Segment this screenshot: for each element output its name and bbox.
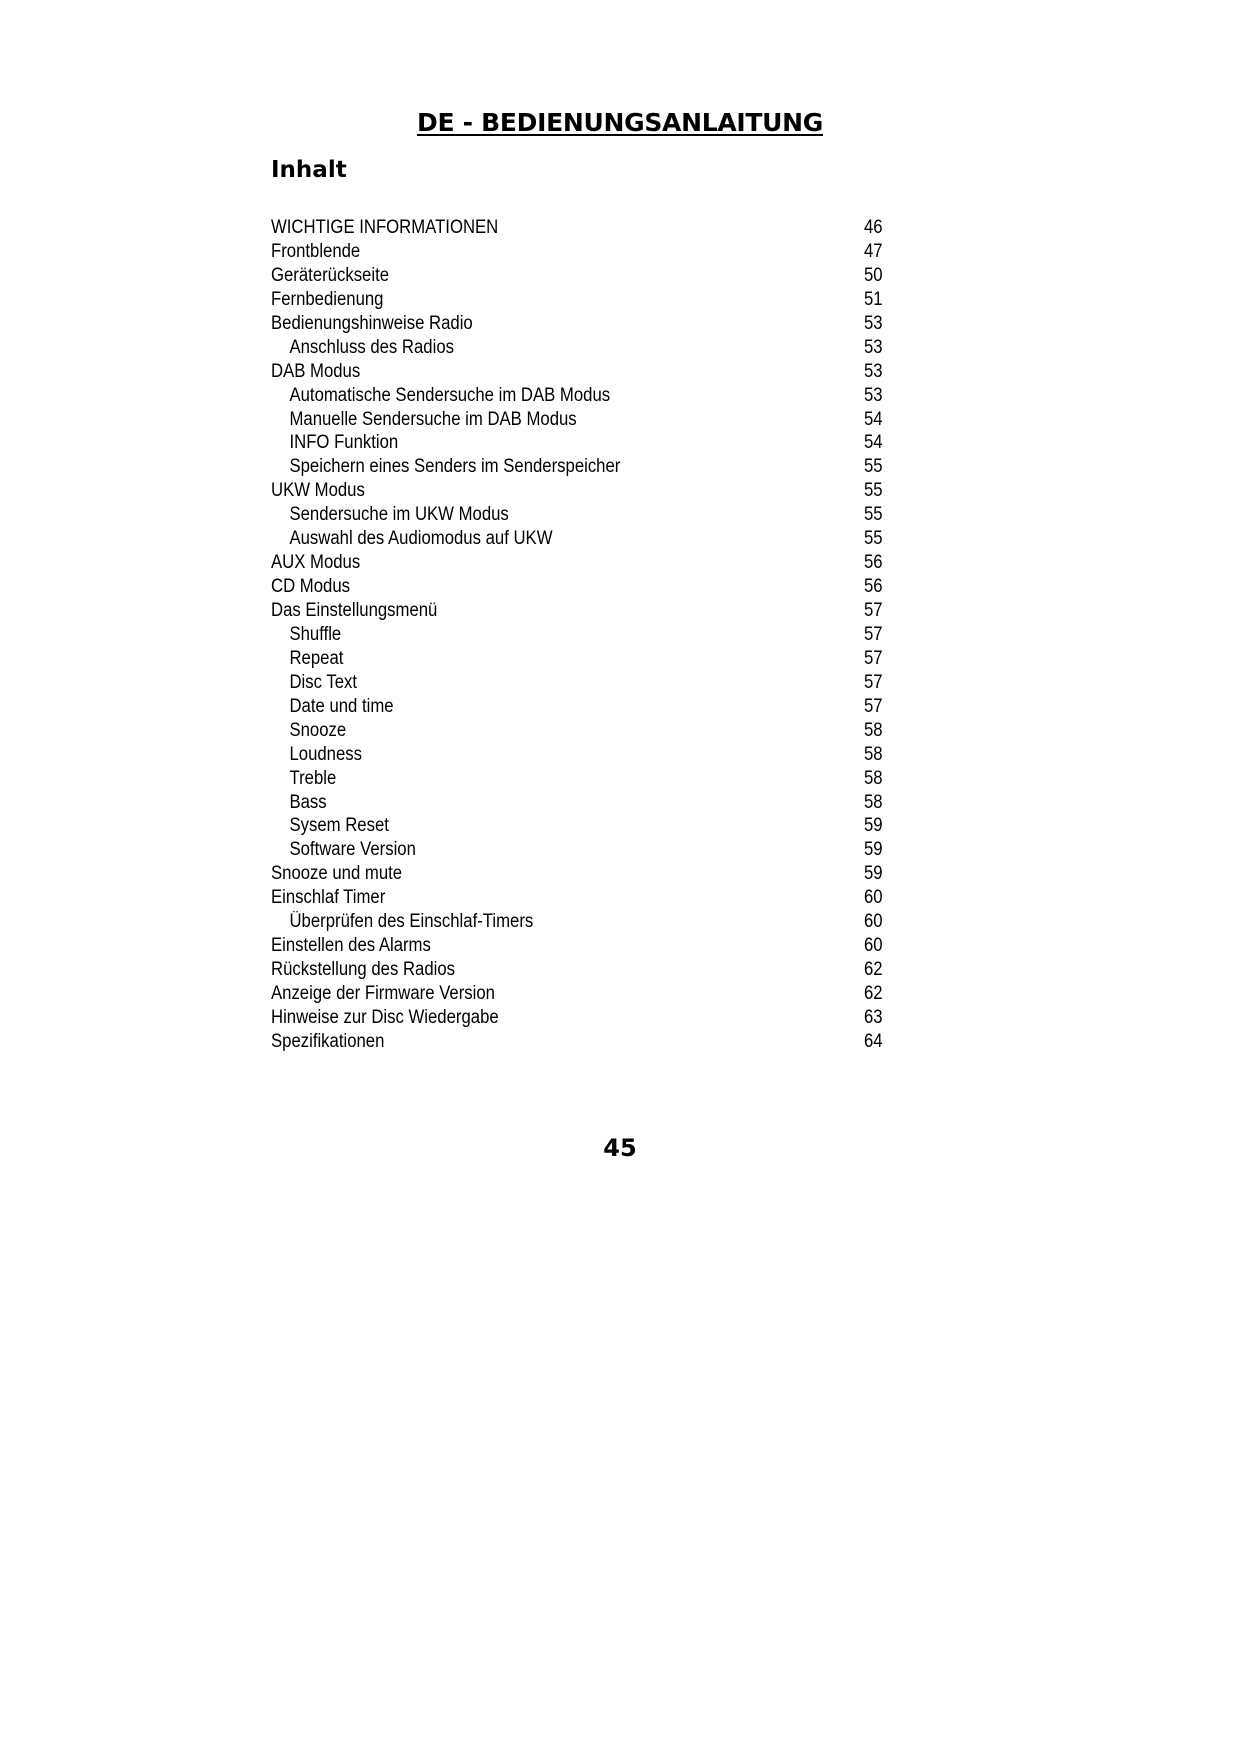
toc-entry-label: Date und time [289, 695, 394, 717]
toc-entry-page: 56 [863, 552, 883, 574]
toc-entry [271, 408, 883, 432]
toc-entry-page: 55 [863, 504, 883, 526]
toc-entry-page: 62 [863, 983, 883, 1004]
toc-entry-page: 60 [863, 935, 883, 957]
toc-entry-page: 53 [863, 336, 883, 358]
toc-entry [271, 982, 883, 1006]
toc-entry-label: Speichern eines Senders im Senderspeicher [289, 456, 621, 478]
toc-entry [271, 838, 883, 862]
toc-entry [271, 695, 883, 719]
toc-entry-label: Shuffle [289, 623, 342, 645]
toc-entry [271, 503, 883, 527]
toc-entry-label: DAB Modus [271, 360, 361, 382]
toc-entry [271, 216, 883, 240]
toc-entry-page: 56 [863, 576, 883, 598]
toc-entry-label: Auswahl des Audiomodus auf UKW [289, 528, 553, 550]
toc-entry-label: Anzeige der Firmware Version [271, 983, 495, 1004]
toc-entry-label: INFO Funktion [289, 432, 399, 454]
toc-entry [271, 431, 883, 455]
toc-entry-label: Bedienungshinweise Radio [271, 312, 473, 334]
toc-entry [271, 647, 883, 671]
toc-entry [271, 791, 883, 815]
toc-entry-label: Loudness [289, 743, 362, 765]
toc-entry [271, 288, 883, 312]
page-number: 45 [603, 1134, 637, 1162]
toc-entry-page: 59 [863, 839, 883, 861]
toc-entry-label: AUX Modus [271, 552, 361, 574]
toc-entry [271, 814, 883, 838]
toc-entry-page: 46 [863, 217, 883, 238]
toc-entry-page: 53 [863, 360, 883, 382]
toc-entry-page: 60 [863, 887, 883, 909]
toc-entry-page: 55 [863, 480, 883, 502]
toc-entry [271, 1030, 883, 1054]
toc-entry-label: Automatische Sendersuche im DAB Modus [289, 384, 611, 406]
toc-entry-label: UKW Modus [271, 480, 365, 502]
toc-entry-page: 57 [863, 647, 883, 669]
toc-entry-label: Sendersuche im UKW Modus [289, 504, 509, 526]
toc-entry-page: 53 [863, 312, 883, 334]
toc-entry [271, 886, 883, 910]
toc-entry-page: 55 [863, 456, 883, 478]
toc-entry [271, 264, 883, 288]
toc-entry [271, 527, 883, 551]
toc-entry-label: Überprüfen des Einschlaf-Timers [289, 911, 534, 933]
toc-entry [271, 719, 883, 743]
toc-entry-page: 62 [863, 959, 883, 981]
toc-entry [271, 862, 883, 886]
toc-entry-page: 54 [863, 432, 883, 454]
toc-entry [271, 934, 883, 958]
toc-entry-label: Bass [289, 791, 327, 813]
toc-entry-label: Hinweise zur Disc Wiedergabe [271, 1006, 499, 1028]
toc-entry-page: 54 [863, 408, 883, 430]
toc-entry-page: 60 [863, 911, 883, 933]
toc-entry [271, 743, 883, 767]
toc-entry [271, 910, 883, 934]
toc-entry-page: 63 [863, 1006, 883, 1028]
toc-entry [271, 455, 883, 479]
toc-entry-page: 57 [863, 671, 883, 693]
toc-entry-label: Repeat [289, 647, 344, 669]
toc-entry-label: Anschluss des Radios [289, 336, 454, 358]
toc-entry-label: Das Einstellungsmenü [271, 600, 438, 621]
toc-entry-label: Snooze und mute [271, 863, 403, 885]
toc-entry-page: 58 [863, 743, 883, 765]
toc-entry-label: Snooze [289, 719, 347, 741]
toc-entry-label: Rückstellung des Radios [271, 959, 456, 981]
toc-entry-page: 58 [863, 767, 883, 789]
toc-entry [271, 958, 883, 982]
toc-entry-label: Software Version [289, 839, 416, 861]
toc-entry-page: 59 [863, 863, 883, 885]
toc-entry [271, 599, 883, 623]
toc-entry [271, 336, 883, 360]
toc-entry-label: CD Modus [271, 576, 350, 598]
toc-entry-page: 55 [863, 528, 883, 550]
toc-entry [271, 384, 883, 408]
toc-entry [271, 312, 883, 336]
toc-entry-label: Geräterückseite [271, 264, 390, 286]
toc-entry-page: 58 [863, 791, 883, 813]
toc-entry-page: 59 [863, 815, 883, 837]
toc-entry-label: Spezifikationen [271, 1030, 385, 1052]
toc-entry-page: 47 [863, 240, 883, 262]
toc-entry-page: 50 [863, 264, 883, 286]
toc-entry-page: 58 [863, 719, 883, 741]
toc-entry-label: Sysem Reset [289, 815, 389, 837]
toc-entry-label: Treble [289, 767, 337, 789]
toc-entry-page: 64 [863, 1030, 883, 1052]
toc-entry [271, 767, 883, 791]
toc-entry-page: 53 [863, 384, 883, 406]
toc-entry [271, 1006, 883, 1030]
toc-entry-page: 57 [863, 623, 883, 645]
toc-entry [271, 623, 883, 647]
toc-entry [271, 575, 883, 599]
toc-entry [271, 551, 883, 575]
table-of-contents [271, 216, 883, 1054]
document-title: DE - BEDIENUNGSANLAITUNG [417, 108, 823, 137]
toc-entry-page: 51 [863, 288, 883, 310]
toc-entry-label: Einschlaf Timer [271, 887, 386, 909]
toc-entry-label: Einstellen des Alarms [271, 935, 431, 957]
toc-entry-page: 57 [863, 695, 883, 717]
toc-entry [271, 671, 883, 695]
toc-entry-label: WICHTIGE INFORMATIONEN [271, 217, 499, 238]
toc-entry-label: Manuelle Sendersuche im DAB Modus [289, 408, 577, 430]
toc-entry [271, 240, 883, 264]
toc-entry-label: Fernbedienung [271, 288, 384, 310]
toc-entry [271, 360, 883, 384]
toc-entry-page: 57 [863, 600, 883, 621]
toc-entry [271, 479, 883, 503]
toc-entry-label: Frontblende [271, 240, 361, 262]
toc-heading: Inhalt [271, 157, 347, 183]
toc-entry-label: Disc Text [289, 671, 358, 693]
